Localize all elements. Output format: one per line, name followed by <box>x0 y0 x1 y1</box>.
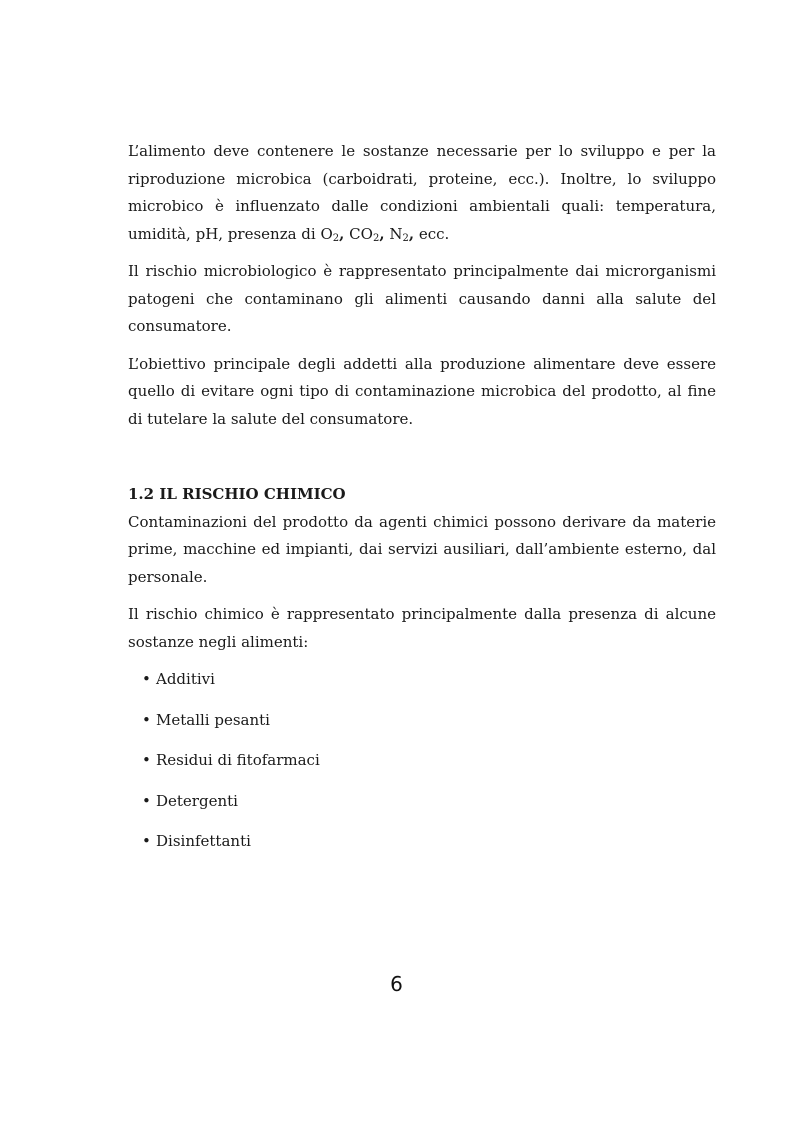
list-item <box>142 788 716 816</box>
paragraph-rischio-chimico: Il rischio chimico è rappresentato principalmente dalla presenza di alcune sostanze negli alimenti: <box>128 605 716 651</box>
list-item-label: Disinfettanti <box>156 832 251 850</box>
paragraph-alimento <box>128 138 716 248</box>
paragraph-contaminazioni: Contaminazioni del prodotto da agenti chimici possono derivare da materie prime, macchine ed impianti, dai servizi ausiliari, dall’ambiente esterno, dal personale. <box>128 512 716 586</box>
bullet-list <box>128 666 716 856</box>
list-item <box>142 747 716 775</box>
bullet-icon: • <box>142 751 151 769</box>
list-item-label: Residui di fitofarmaci <box>156 751 320 769</box>
page-number: 6 <box>390 972 403 996</box>
list-item <box>142 828 716 856</box>
section-heading: 1.2 IL RISCHIO CHIMICO <box>128 485 346 503</box>
separator: , <box>379 224 385 243</box>
bullet-icon: • <box>142 710 151 729</box>
co2-subscript: 2 <box>372 232 380 244</box>
bullet-icon: • <box>142 832 151 850</box>
paragraph-alimento-text: L’alimento deve contenere le sostanze necessarie per lo sviluppo e per la riproduzione microbica (carboidrati, proteine, ecc.). Inoltre, lo sviluppo microbico è influenzato dalle condizioni ambientali quali: temperatura, umidità, pH, presenza di O <box>128 142 716 243</box>
list-item-label: Additivi <box>156 670 215 688</box>
n2-subscript: 2 <box>402 232 409 244</box>
paragraph-obiettivo: L’obiettivo principale degli addetti alla produzione alimentare deve essere quello di evitare ogni tipo di contaminazione microbica del prodotto, al fine di tutelare la salute del consumatore. <box>128 354 716 428</box>
separator: , <box>339 224 345 243</box>
bullet-icon: • <box>142 670 151 688</box>
bullet-icon: • <box>142 791 151 810</box>
separator: , <box>408 224 415 243</box>
list-item <box>142 707 716 735</box>
list-item-label: Metalli pesanti <box>156 710 270 729</box>
list-item <box>142 666 716 694</box>
n2-text: N <box>384 224 403 243</box>
ecc-text: ecc. <box>414 224 450 243</box>
co2-text: CO <box>344 224 373 243</box>
paragraph-rischio-microbiologico: Il rischio microbiologico è rappresentato principalmente dai microrganismi patogeni che contaminano gli alimenti causando danni alla salute del consumatore. <box>128 262 716 335</box>
o2-subscript: 2 <box>332 232 340 244</box>
list-item-label: Detergenti <box>156 791 238 810</box>
page-content <box>128 138 716 869</box>
